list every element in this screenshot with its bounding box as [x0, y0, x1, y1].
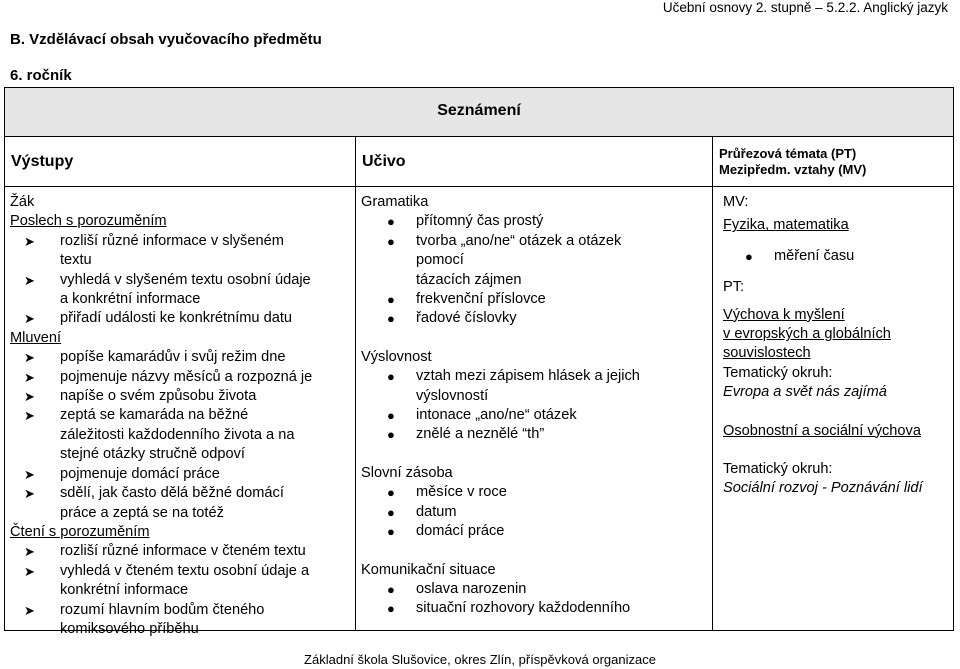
arrowhead-bullet-icon: ➤	[24, 233, 35, 249]
list-item-text: práce a zeptá se na totéž	[60, 504, 224, 521]
gramatika-heading: Gramatika	[361, 194, 429, 210]
round-bullet-icon: ●	[387, 485, 395, 501]
curriculum-table	[4, 87, 954, 637]
list-item-text: textu	[60, 252, 92, 269]
round-bullet-icon: ●	[387, 311, 395, 327]
list-item-text: vyhledá v slyšeném textu osobní údaje	[60, 271, 311, 288]
list-item-text: komiksového příběhu	[60, 620, 199, 637]
list-item	[10, 368, 351, 387]
section-title: B. Vzdělávací obsah vyučovacího předmětu	[10, 31, 322, 48]
list-item	[10, 465, 351, 484]
grade-heading: 6. ročník	[10, 67, 72, 84]
round-bullet-icon: ●	[387, 292, 395, 308]
prurezova-label-line2: Mezipředm. vztahy (MV)	[719, 162, 867, 177]
komunikacni-list	[361, 580, 708, 619]
round-bullet-icon: ●	[387, 504, 395, 520]
list-item: ● přítomný čas prostý	[361, 212, 708, 231]
list-item-text: situační rozhovory každodenního	[416, 600, 631, 617]
list-item	[10, 348, 351, 367]
ucivo-cell	[356, 186, 713, 630]
prurezova-label	[719, 146, 866, 178]
poslech-list	[10, 232, 351, 329]
pt-label: PT:	[723, 279, 745, 296]
list-item-text: stejné otázky stručně odpoví	[60, 446, 245, 463]
ucivo-label: Učivo	[362, 153, 406, 170]
list-item-text: sdělí, jak často dělá běžné domácí	[60, 485, 284, 502]
prurezova-cell	[713, 186, 953, 630]
list-item-text: pojmenuje názvy měsíců a rozpozná je	[60, 368, 313, 385]
round-bullet-icon: ●	[387, 369, 395, 385]
round-bullet-icon: ●	[745, 248, 753, 264]
column-header-ucivo	[356, 136, 713, 186]
round-bullet-icon: ●	[387, 233, 395, 249]
pt1-line2: v evropských a globálních	[723, 326, 891, 343]
mluveni-list	[10, 348, 351, 523]
pt2-okruh: Sociální rozvoj - Poznávání lidí	[723, 480, 923, 497]
list-item-text: datum	[416, 503, 457, 520]
list-item	[10, 406, 351, 464]
list-item-text: napíše o svém způsobu života	[60, 388, 257, 405]
mv-label: MV:	[723, 194, 749, 210]
list-item-text: zeptá se kamaráda na běžné	[60, 407, 249, 424]
round-bullet-icon: ●	[387, 581, 395, 597]
slovni-zasoba-heading: Slovní zásoba	[361, 464, 453, 481]
pt2-title: Osobnostní a sociální výchova	[723, 422, 921, 439]
round-bullet-icon: ●	[387, 524, 395, 540]
arrowhead-bullet-icon: ➤	[24, 486, 35, 502]
column-header-vystupy	[5, 136, 356, 186]
round-bullet-icon: ●	[387, 601, 395, 617]
round-bullet-icon: ●	[387, 408, 395, 424]
pt1-line3: souvislostech	[723, 345, 811, 362]
table-header-row	[5, 136, 953, 187]
list-item	[10, 562, 351, 601]
list-item-text: záležitosti každodenního života a na	[60, 426, 295, 443]
list-item-text: popíše kamarádův i svůj režim dne	[60, 349, 286, 366]
list-item-text: a konkrétní informace	[60, 291, 201, 308]
cteni-list	[10, 542, 351, 639]
list-item-text: oslava narozenin	[416, 580, 527, 597]
list-item	[10, 484, 351, 523]
vystupy-label: Výstupy	[11, 153, 74, 170]
vyslovnost-heading: Výslovnost	[361, 348, 432, 365]
list-item-text: rozliší různé informace v slyšeném	[60, 232, 284, 249]
cteni-heading: Čtení s porozuměním	[10, 523, 150, 540]
table-body-row	[5, 186, 953, 637]
list-item	[10, 309, 351, 328]
pt1-okruh-label: Tematický okruh:	[723, 364, 833, 381]
slovni-list	[361, 483, 708, 541]
list-item: ● frekvenční příslovce	[361, 290, 708, 309]
arrowhead-bullet-icon: ➤	[24, 466, 35, 482]
page-footer: Základní škola Slušovice, okres Zlín, příspěvková organizace	[304, 652, 656, 667]
list-item-text: pojmenuje domácí práce	[60, 465, 220, 482]
list-item-text: vyhledá v čteném textu osobní údaje a	[60, 562, 310, 579]
list-item	[10, 387, 351, 406]
list-item	[361, 522, 708, 541]
document-reference: Učební osnovy 2. stupně – 5.2.2. Anglický jazyk	[662, 0, 948, 15]
zak-label: Žák	[10, 194, 35, 210]
round-bullet-icon: ●	[387, 427, 395, 443]
banner-title: Seznámení	[437, 102, 521, 119]
list-item: ● tvorba „ano/ne“ otázek a otázek pomocí tázacích zájmen	[387, 232, 622, 288]
list-item: ● intonace „ano/ne“ otázek	[361, 406, 708, 425]
mluveni-heading: Mluvení	[10, 329, 62, 346]
arrowhead-bullet-icon: ➤	[24, 369, 35, 385]
list-item: ● měření času	[723, 247, 949, 266]
arrowhead-bullet-icon: ➤	[24, 563, 35, 579]
komunikacni-heading: Komunikační situace	[361, 561, 496, 578]
list-item	[361, 503, 708, 522]
list-item	[361, 599, 708, 618]
list-item-text: rozliší různé informace v čteném textu	[60, 543, 306, 560]
list-item: ● vztah mezi zápisem hlásek a jejich výslovností	[387, 368, 640, 404]
list-item	[361, 483, 708, 502]
arrowhead-bullet-icon: ➤	[24, 311, 35, 327]
list-item-text: konkrétní informace	[60, 582, 189, 599]
arrowhead-bullet-icon: ➤	[24, 408, 35, 424]
pt1-line1: Výchova k myšlení	[723, 306, 845, 323]
round-bullet-icon: ●	[387, 214, 395, 230]
list-item-text: přiřadí události ke konkrétnímu datu	[60, 310, 293, 327]
poslech-heading: Poslech s porozuměním	[10, 213, 167, 230]
table-banner-row	[5, 88, 953, 137]
list-item	[10, 232, 351, 271]
list-item-text: domácí práce	[416, 523, 505, 540]
pt1-okruh: Evropa a svět nás zajímá	[723, 384, 887, 401]
vystupy-cell	[5, 186, 356, 637]
list-item	[10, 542, 351, 561]
prurezova-label-line1: Průřezová témata (PT)	[719, 146, 857, 161]
arrowhead-bullet-icon: ➤	[24, 602, 35, 618]
list-item	[361, 580, 708, 599]
list-item: ● znělé a neznělé “th”	[361, 425, 708, 444]
list-item	[10, 601, 351, 640]
pt2-okruh-label: Tematický okruh:	[723, 461, 833, 478]
arrowhead-bullet-icon: ➤	[24, 272, 35, 288]
list-item	[10, 271, 351, 310]
arrowhead-bullet-icon: ➤	[24, 350, 35, 366]
arrowhead-bullet-icon: ➤	[24, 389, 35, 405]
arrowhead-bullet-icon: ➤	[24, 544, 35, 560]
column-header-prurezova	[713, 136, 953, 186]
list-item-text: rozumí hlavním bodům čteného	[60, 601, 265, 618]
mv-subject: Fyzika, matematika	[723, 217, 849, 234]
list-item-text: měsíce v roce	[416, 484, 507, 501]
list-item: ● řadové číslovky	[361, 309, 708, 328]
